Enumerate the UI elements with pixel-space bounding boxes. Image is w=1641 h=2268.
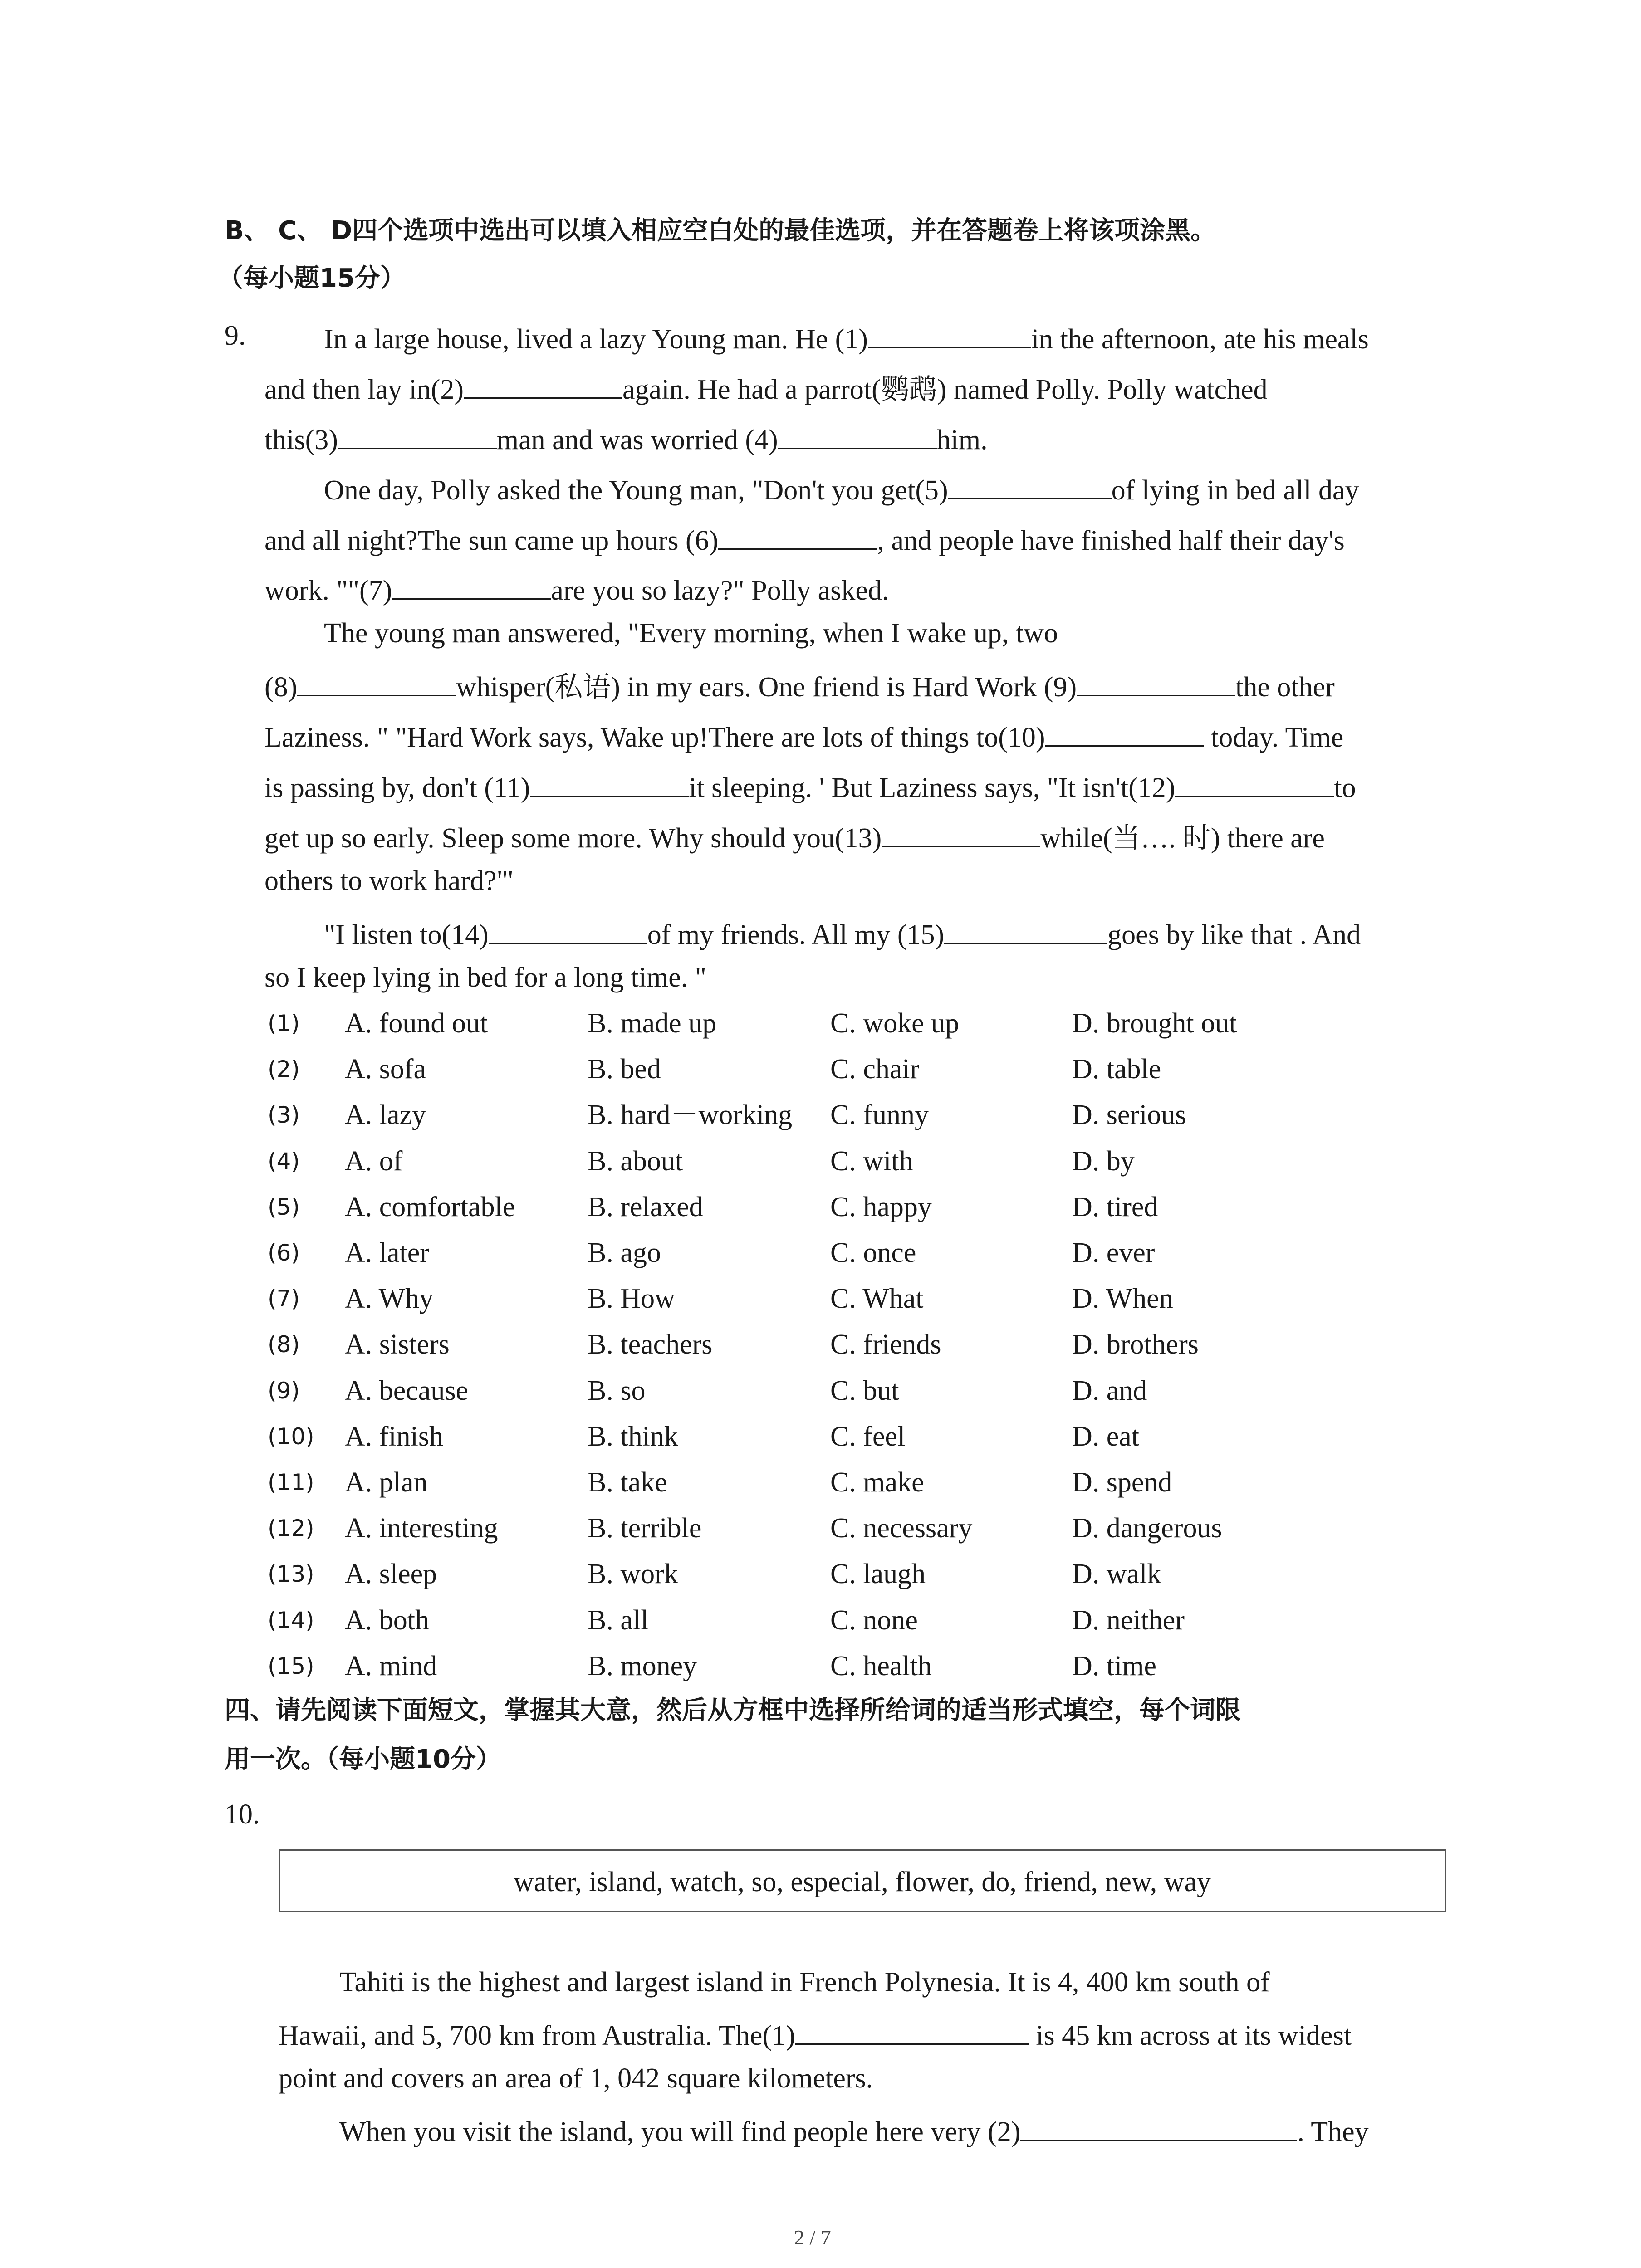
option-d[interactable]: D. spend [1072, 1467, 1172, 1498]
blank-10[interactable] [1045, 720, 1204, 747]
option-a[interactable]: A. Why [345, 1283, 434, 1314]
option-d[interactable]: D. eat [1072, 1421, 1140, 1452]
q9-line-2: and then lay in(2) again. He had a parrot(鹦鹉) named Polly. Polly watched [265, 372, 1268, 404]
section3-instruction-line2: （每小题15分） [218, 264, 406, 293]
option-a[interactable]: A. sofa [345, 1054, 426, 1085]
option-b[interactable]: B. How [588, 1283, 675, 1314]
q10-line-3: point and covers an area of 1, 042 square kilometers. [279, 2063, 873, 2094]
option-b[interactable]: B. bed [588, 1054, 661, 1085]
q10-blank-2[interactable] [1020, 2114, 1297, 2141]
option-a[interactable]: A. sleep [345, 1559, 437, 1589]
option-a[interactable]: A. both [345, 1605, 429, 1636]
q10-line-2: Hawaii, and 5, 700 km from Australia. The(1) is 45 km across at its widest [279, 2018, 1352, 2050]
q9-line-8: (8) whisper(私语) in my ears. One friend is Hard Work (9) the other [265, 670, 1335, 701]
option-c[interactable]: C. necessary [830, 1513, 973, 1544]
q9-line-12: others to work hard?"' [265, 865, 513, 896]
option-b[interactable]: B. hard－working [588, 1100, 793, 1130]
option-b[interactable]: B. all [588, 1605, 649, 1636]
option-a[interactable]: A. because [345, 1375, 468, 1406]
option-a[interactable]: A. of [345, 1146, 403, 1177]
word-box-text: water, island, watch, so, especial, flower, do, friend, new, way [513, 1867, 1211, 1897]
option-a[interactable]: A. finish [345, 1421, 443, 1452]
option-c[interactable]: C. friends [830, 1329, 941, 1360]
option-d[interactable]: D. by [1072, 1146, 1135, 1177]
page-number: 2 / 7 [794, 2226, 831, 2249]
option-number: (4) [268, 1148, 300, 1174]
word-box [279, 1849, 1446, 1912]
q9-line-5: and all night?The sun came up hours (6) , and people have finished half their day's [265, 523, 1345, 555]
option-a[interactable]: A. comfortable [345, 1192, 515, 1222]
option-a[interactable]: A. interesting [345, 1513, 498, 1544]
option-c[interactable]: C. none [830, 1605, 918, 1636]
q9-line-6: work. ""(7) are you so lazy?" Polly asked. [265, 573, 889, 605]
section4-instruction-line1: 四、请先阅读下面短文，掌握其大意，然后从方框中选择所给词的适当形式填空，每个词限 [225, 1696, 1241, 1725]
blank-14[interactable] [489, 917, 647, 944]
q9-line-7: The young man answered, "Every morning, when I wake up, two [324, 618, 1058, 649]
question-9-number: 9. [225, 320, 246, 351]
option-b[interactable]: B. teachers [588, 1329, 713, 1360]
option-number: (13) [268, 1561, 314, 1587]
q10-blank-1[interactable] [795, 2018, 1029, 2045]
option-b[interactable]: B. terrible [588, 1513, 702, 1544]
option-number: (7) [268, 1286, 300, 1312]
option-number: (2) [268, 1056, 300, 1082]
option-a[interactable]: A. plan [345, 1467, 428, 1498]
option-b[interactable]: B. take [588, 1467, 667, 1498]
option-b[interactable]: B. work [588, 1559, 678, 1589]
option-a[interactable]: A. mind [345, 1651, 437, 1681]
blank-8[interactable] [297, 670, 456, 696]
q10-line-4: When you visit the island, you will find people here very (2) . They [339, 2114, 1369, 2146]
option-a[interactable]: A. sisters [345, 1329, 450, 1360]
option-d[interactable]: D. When [1072, 1283, 1173, 1314]
option-d[interactable]: D. tired [1072, 1192, 1158, 1222]
option-a[interactable]: A. found out [345, 1008, 488, 1039]
option-a[interactable]: A. lazy [345, 1100, 426, 1130]
option-number: (11) [268, 1469, 314, 1496]
option-number: (5) [268, 1194, 300, 1220]
blank-9[interactable] [1077, 670, 1235, 696]
option-number: (14) [268, 1607, 314, 1633]
blank-4[interactable] [778, 422, 937, 449]
option-b[interactable]: B. ago [588, 1237, 661, 1268]
option-b[interactable]: B. about [588, 1146, 683, 1177]
section3-instruction-line1: B、 C、 D四个选项中选出可以填入相应空白处的最佳选项，并在答题卷上将该项涂黑。 [225, 216, 1216, 245]
option-c[interactable]: C. happy [830, 1192, 932, 1222]
option-c[interactable]: C. woke up [830, 1008, 960, 1039]
q10-line-1: Tahiti is the highest and largest island in French Polynesia. It is 4, 400 km south of [339, 1967, 1270, 1998]
option-number: (6) [268, 1240, 300, 1266]
blank-2[interactable] [464, 372, 622, 399]
blank-13[interactable] [882, 821, 1040, 847]
option-number: (9) [268, 1378, 300, 1404]
option-c[interactable]: C. laugh [830, 1559, 926, 1589]
option-c[interactable]: C. funny [830, 1100, 929, 1130]
option-number: (8) [268, 1331, 300, 1358]
option-c[interactable]: C. feel [830, 1421, 906, 1452]
option-d[interactable]: D. table [1072, 1054, 1161, 1085]
option-d[interactable]: D. walk [1072, 1559, 1161, 1589]
q9-line-11: get up so early. Sleep some more. Why should you(13) while(当…. 时) there are [265, 821, 1325, 852]
section4-instruction-line2: 用一次。（每小题10分） [225, 1745, 501, 1774]
blank-6[interactable] [718, 523, 877, 550]
option-d[interactable]: D. dangerous [1072, 1513, 1222, 1544]
option-c[interactable]: C. What [830, 1283, 924, 1314]
q9-line-4: One day, Polly asked the Young man, "Don't you get(5) of lying in bed all day [324, 473, 1359, 504]
blank-1[interactable] [868, 322, 1031, 348]
option-c[interactable]: C. but [830, 1375, 899, 1406]
option-number: (3) [268, 1102, 300, 1128]
q9-line-9: Laziness. " "Hard Work says, Wake up!There are lots of things to(10) today. Time [265, 720, 1343, 752]
blank-12[interactable] [1175, 770, 1334, 797]
q9-line-3: this(3) man and was worried (4) him. [265, 422, 988, 454]
blank-5[interactable] [948, 473, 1112, 499]
option-d[interactable]: D. neither [1072, 1605, 1185, 1636]
blank-15[interactable] [944, 917, 1107, 944]
option-b[interactable]: B. relaxed [588, 1192, 703, 1222]
option-number: (10) [268, 1423, 314, 1450]
option-c[interactable]: C. health [830, 1651, 932, 1681]
q9-line-1: In a large house, lived a lazy Young man. He (1) in the afternoon, ate his meals [324, 322, 1369, 353]
option-d[interactable]: D. serious [1072, 1100, 1186, 1130]
option-d[interactable]: D. time [1072, 1651, 1156, 1681]
option-number: (1) [268, 1010, 300, 1036]
option-b[interactable]: B. so [588, 1375, 646, 1406]
option-c[interactable]: C. once [830, 1237, 916, 1268]
blank-7[interactable] [392, 573, 551, 600]
q9-line-14: so I keep lying in bed for a long time. " [265, 962, 707, 993]
option-d[interactable]: D. brothers [1072, 1329, 1199, 1360]
option-d[interactable]: D. brought out [1072, 1008, 1237, 1039]
option-b[interactable]: B. made up [588, 1008, 717, 1039]
option-d[interactable]: D. ever [1072, 1237, 1155, 1268]
option-b[interactable]: B. money [588, 1651, 697, 1681]
option-c[interactable]: C. with [830, 1146, 913, 1177]
blank-3[interactable] [338, 422, 497, 449]
option-c[interactable]: C. make [830, 1467, 924, 1498]
q9-line-13: "I listen to(14) of my friends. All my (15) goes by like that . And [324, 917, 1361, 949]
option-number: (12) [268, 1515, 314, 1541]
blank-11[interactable] [530, 770, 689, 797]
question-10-number: 10. [225, 1799, 260, 1830]
option-d[interactable]: D. and [1072, 1375, 1147, 1406]
option-number: (15) [268, 1653, 314, 1679]
q9-line-10: is passing by, don't (11) it sleeping. ' But Laziness says, "It isn't(12) to [265, 770, 1356, 802]
option-a[interactable]: A. later [345, 1237, 429, 1268]
option-b[interactable]: B. think [588, 1421, 678, 1452]
option-c[interactable]: C. chair [830, 1054, 920, 1085]
